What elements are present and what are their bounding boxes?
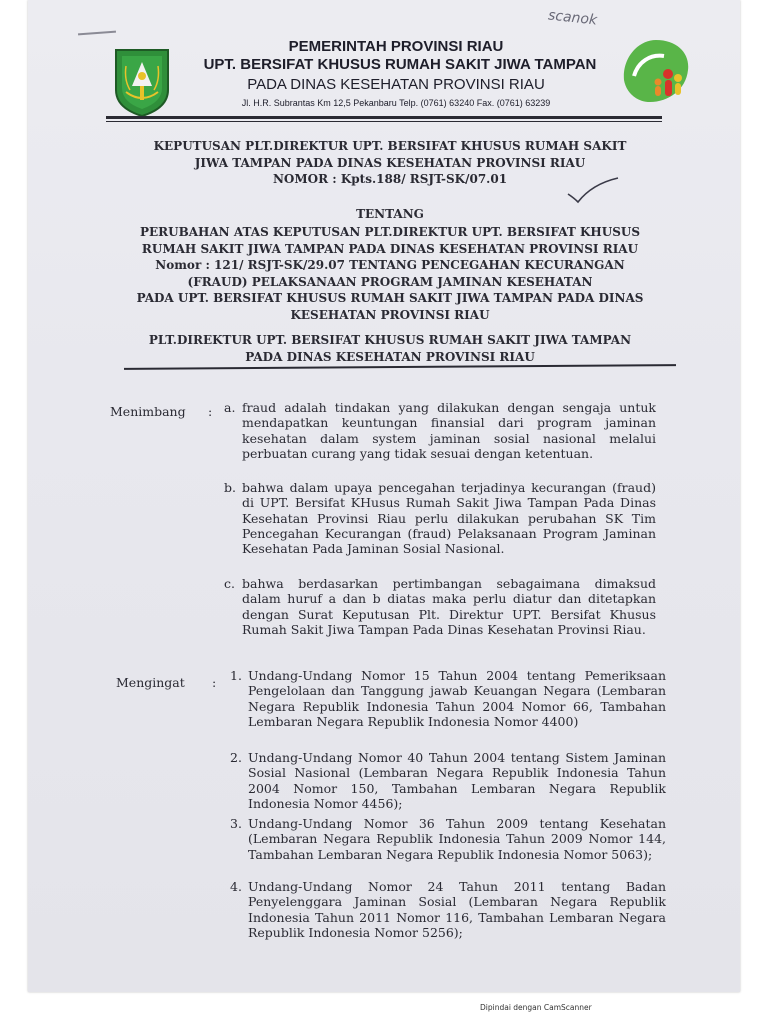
menimbang-item-a — [224, 400, 656, 461]
hospital-logo-icon — [620, 36, 692, 106]
item-marker: b. — [224, 480, 236, 495]
header-government: PEMERINTAH PROVINSI RIAU — [288, 38, 504, 55]
item-marker: 2. — [230, 750, 242, 765]
header-institution: UPT. BERSIFAT KHUSUS RUMAH SAKIT JIWA TAMPAN — [203, 56, 597, 73]
header-address: Jl. H.R. Subrantas Km 12,5 Pekanbaru Telp. (0761) 63240 Fax. (0761) 63239 — [241, 98, 551, 108]
header-rule-thin — [106, 121, 662, 122]
item-text: Undang-Undang Nomor 40 Tahun 2004 tentang Sistem Jaminan Sosial Nasional (Lembaran Negara Republik Indonesia Tahun 2004 Nomor 150, Tambahan Lembaran Negara Republik Indonesia Nomor 4456); — [248, 750, 666, 811]
mengingat-label: Mengingat — [116, 675, 185, 690]
subject-line: PADA UPT. BERSIFAT KHUSUS RUMAH SAKIT JIWA TAMPAN PADA DINAS — [136, 291, 644, 305]
mengingat-item-3 — [230, 816, 666, 862]
subject-line: PERUBAHAN ATAS KEPUTUSAN PLT.DIREKTUR UPT. BERSIFAT KHUSUS — [139, 225, 641, 239]
item-marker: 1. — [230, 668, 242, 683]
item-text: Undang-Undang Nomor 36 Tahun 2009 tentang Kesehatan (Lembaran Negara Republik Indonesia Tahun 2009 Nomor 144, Tambahan Lembaran Negara Republik Indonesia Nomor 5063); — [248, 816, 666, 862]
authority-line: PLT.DIREKTUR UPT. BERSIFAT KHUSUS RUMAH SAKIT JIWA TAMPAN — [148, 333, 632, 347]
header-rule-thick — [106, 116, 662, 119]
item-text: bahwa berdasarkan pertimbangan sebagaimana dimaksud dalam huruf a dan b diatas maka perlu diatur dan ditetapkan dengan Surat Keputusan Plt. Direktur UPT. Bersifat Khusus Rumah Sakit Jiwa Tampan Pada Dinas Kesehatan Provinsi Riau. — [242, 576, 656, 637]
item-marker: a. — [224, 400, 236, 415]
subject-line: (FRAUD) PELAKSANAAN PROGRAM JAMINAN KESEHATAN — [187, 274, 593, 289]
menimbang-item-c — [224, 576, 656, 637]
item-text: Undang-Undang Nomor 15 Tahun 2004 tentang Pemeriksaan Pengelolaan dan Tanggung jawab Keuangan Negara (Lembaran Negara Republik Indonesia Tahun 2004 Nomor 66, Tambahan Lembaran Negara Republik Indonesia Nomor 4400) — [248, 668, 666, 729]
item-marker: 3. — [230, 816, 242, 831]
decision-title-line: KEPUTUSAN PLT.DIREKTUR UPT. BERSIFAT KHUSUS RUMAH SAKIT — [153, 139, 627, 153]
item-text: fraud adalah tindakan yang dilakukan dengan sengaja untuk mendapatkan keuntungan finansial dari program jaminan kesehatan dalam system jaminan sosial nasional melalui perbuatan curang yang tidak sesuai dengan ketentuan. — [242, 400, 656, 461]
item-text: Undang-Undang Nomor 24 Tahun 2011 tentang Badan Penyelenggara Jaminan Sosial (Lembaran Negara Republik Indonesia Tahun 2011 Nomor 116, Tambahan Lembaran Negara Republik Indonesia Nomor 5256); — [248, 879, 666, 940]
menimbang-colon: : — [208, 404, 213, 419]
authority-heading — [100, 332, 680, 365]
item-marker: c. — [224, 576, 235, 591]
handwritten-note: scanok — [547, 7, 598, 29]
subject-line: KESEHATAN PROVINSI RIAU — [290, 307, 490, 322]
item-text: bahwa dalam upaya pencegahan terjadinya kecurangan (fraud) di UPT. Bersifat KHusus Rumah Sakit Jiwa Tampan Pada Dinas Kesehatan Provinsi Riau perlu dilakukan perubahan SK Tim Pencegahan Kecurangan (fraud) Pelaksanaan Program Jaminan Kesehatan Pada Jaminan Sosial Nasional. — [242, 480, 656, 557]
tentang-heading: TENTANG — [356, 207, 424, 221]
mengingat-colon: : — [212, 675, 217, 690]
checkmark-icon — [566, 176, 620, 206]
mengingat-item-1 — [230, 668, 666, 729]
item-marker: 4. — [230, 879, 242, 894]
decision-title-line: JIWA TAMPAN PADA DINAS KESEHATAN PROVINSI RIAU — [194, 155, 586, 170]
mengingat-item-4 — [230, 879, 666, 940]
decision-subject — [100, 224, 680, 323]
decision-number: NOMOR : Kpts.188/ RSJT-SK/07.01 — [272, 172, 508, 186]
subject-line: Nomor : 121/ RSJT-SK/29.07 TENTANG PENCEGAHAN KECURANGAN — [155, 258, 625, 272]
riau-province-emblem-icon — [112, 46, 172, 118]
menimbang-label: Menimbang — [110, 404, 186, 419]
authority-line: PADA DINAS KESEHATAN PROVINSI RIAU — [245, 349, 535, 364]
header-department: PADA DINAS KESEHATAN PROVINSI RIAU — [247, 76, 545, 93]
menimbang-item-b — [224, 480, 656, 557]
subject-line: RUMAH SAKIT JIWA TAMPAN PADA DINAS KESEHATAN PROVINSI RIAU — [141, 241, 639, 256]
scanner-footer: Dipindai dengan CamScanner — [480, 1003, 592, 1012]
mengingat-item-2 — [230, 750, 666, 811]
